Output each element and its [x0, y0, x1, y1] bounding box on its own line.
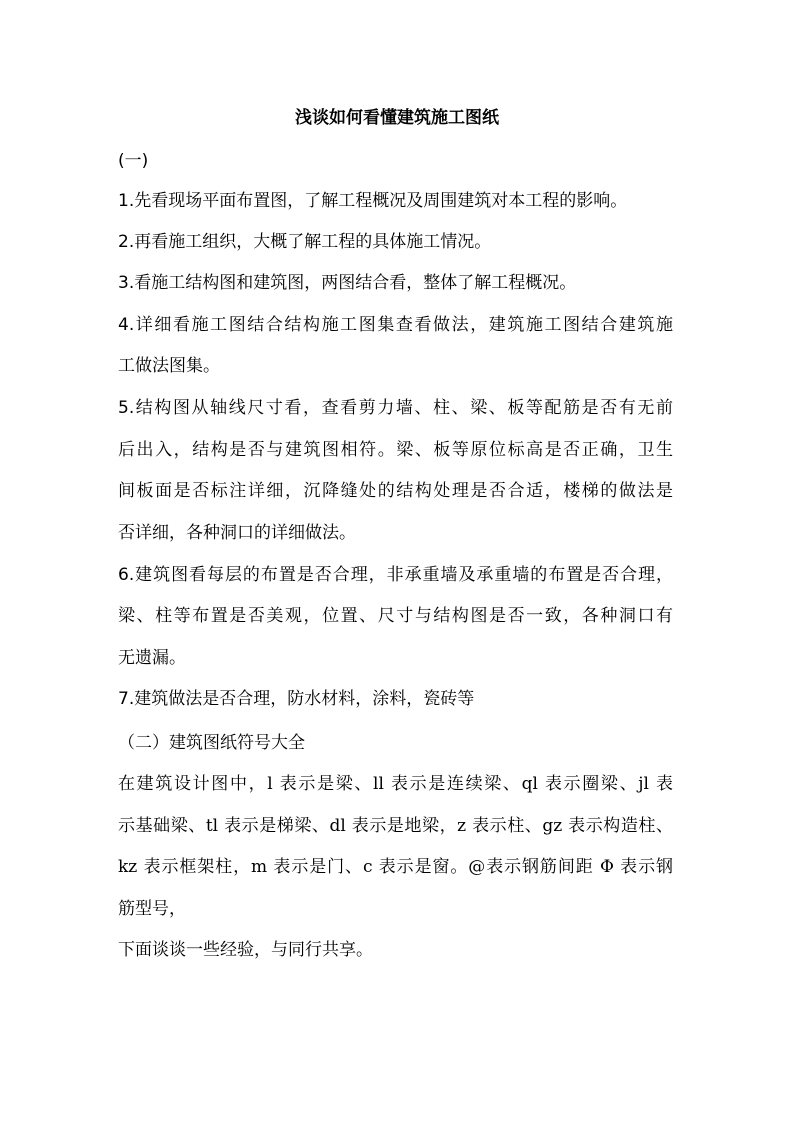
- section-heading-2: （二）建筑图纸符号大全: [118, 733, 305, 753]
- list-item-4-line-2: 工做法图集。: [118, 356, 220, 376]
- list-item-6-line-1: 6.建筑图看每层的布置是否合理，非承重墙及承重墙的布置是否合理，: [118, 565, 673, 585]
- symbols-line-2: 示基础梁、tl 表示是梯梁、dl 表示是地梁，z 表示柱、gz 表示构造柱、: [118, 816, 673, 836]
- list-item-1: 1.先看现场平面布置图，了解工程概况及周围建筑对本工程的影响。: [118, 191, 628, 211]
- symbols-line-3: kz 表示框架柱，m 表示是门、c 表示是窗。@表示钢筋间距 Φ 表示钢: [118, 857, 673, 877]
- closing-line: 下面谈谈一些经验，与同行共享。: [118, 940, 373, 960]
- list-item-6-line-2: 梁、柱等布置是否美观，位置、尺寸与结构图是否一致，各种洞口有: [118, 606, 673, 626]
- symbols-line-1: 在建筑设计图中，l 表示是梁、ll 表示是连续梁、ql 表示圈梁、jl 表: [118, 774, 673, 794]
- list-item-2: 2.再看施工组织，大概了解工程的具体施工情况。: [118, 232, 492, 252]
- list-item-5-line-3: 间板面是否标注详细，沉降缝处的结构处理是否合适，楼梯的做法是: [118, 481, 673, 501]
- document-title: 浅谈如何看懂建筑施工图纸: [295, 108, 499, 128]
- list-item-4-line-1: 4.详细看施工图结合结构施工图集查看做法，建筑施工图结合建筑施: [118, 315, 673, 335]
- list-item-5-line-1: 5.结构图从轴线尺寸看，查看剪力墙、柱、梁、板等配筋是否有无前: [118, 398, 673, 418]
- list-item-5-line-2: 后出入，结构是否与建筑图相符。梁、板等原位标高是否正确，卫生: [118, 440, 673, 460]
- list-item-5-line-4: 否详细，各种洞口的详细做法。: [118, 523, 356, 543]
- symbols-line-4: 筋型号，: [118, 899, 186, 919]
- list-item-3: 3.看施工结构图和建筑图，两图结合看，整体了解工程概况。: [118, 273, 577, 293]
- list-item-7: 7.建筑做法是否合理，防水材料，涂料，瓷砖等: [118, 689, 475, 709]
- section-heading-1: (一): [118, 151, 149, 171]
- list-item-6-line-3: 无遗漏。: [118, 648, 186, 668]
